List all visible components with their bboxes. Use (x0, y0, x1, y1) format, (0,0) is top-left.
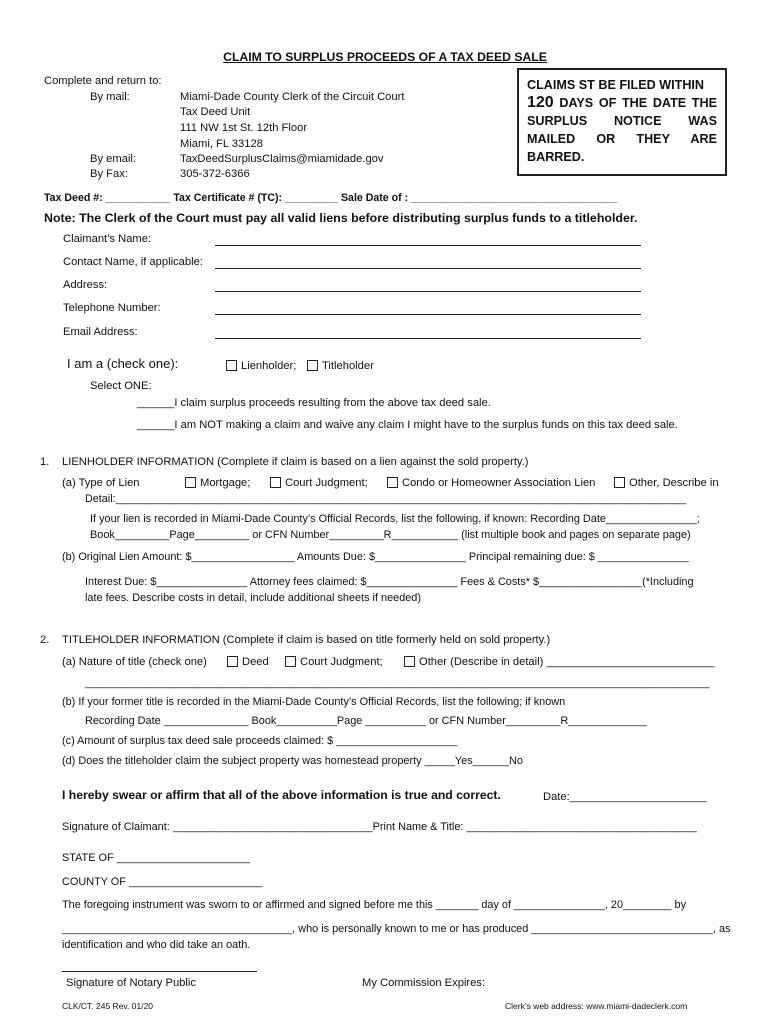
lien-type-label: (a) Type of Lien (62, 477, 140, 489)
title-other-option[interactable] (404, 655, 714, 669)
lien-court-judgment-option[interactable] (270, 476, 368, 490)
contact-name-label: Contact Name, if applicable: (63, 256, 203, 268)
notary-signature-label: Signature of Notary Public (66, 977, 196, 989)
signature-line[interactable]: Signature of Claimant: _________________________________Print Name & Title: ______________________________________ (62, 821, 697, 833)
title-court-judgment-option[interactable] (285, 655, 383, 669)
select-one-label: Select ONE: (90, 380, 152, 392)
mail-label: By mail: (90, 91, 130, 103)
mortgage-option[interactable] (185, 476, 250, 490)
address-field[interactable] (215, 291, 641, 292)
mail-line-4: Miami, FL 33128 (180, 138, 263, 150)
homestead-line[interactable]: (d) Does the titleholder claim the subject property was homestead property _____Yes______No (62, 755, 523, 767)
sworn-line-3: identification and who did take an oath. (62, 939, 251, 951)
title-recording-line-2[interactable]: Recording Date ______________ Book__________Page __________ or CFN Number_________R_____________ (85, 715, 647, 727)
titleholder-label: Titleholder (322, 360, 374, 372)
title-other-checkbox[interactable] (404, 656, 415, 667)
date-field[interactable]: Date:______________________ (543, 791, 707, 803)
condo-lien-label: Condo or Homeowner Association Lien (402, 477, 596, 489)
check-one-label: I am a (check one): (67, 356, 179, 371)
sworn-line-2[interactable]: ______________________________________, who is personally known to me or has produced ______________________________, as (62, 923, 731, 935)
lien-detail-field[interactable]: Detail:_______________________________________________________________________________________________ (85, 493, 687, 505)
lien-court-judgment-label: Court Judgment; (285, 477, 368, 489)
commission-expires-label: My Commission Expires: (362, 977, 486, 989)
swear-statement: I hereby swear or affirm that all of the above information is true and correct. (62, 788, 501, 802)
state-field[interactable]: STATE OF ______________________ (62, 852, 250, 864)
section-1-number: 1. (40, 456, 50, 468)
lien-other-checkbox[interactable] (614, 477, 625, 488)
notice-days: 120 (527, 94, 554, 111)
county-field[interactable]: COUNTY OF ______________________ (62, 876, 263, 888)
form-id: CLK/CT. 245 Rev. 01/20 (62, 1001, 154, 1011)
deed-label: Deed (242, 656, 269, 668)
lienholder-checkbox[interactable] (226, 360, 237, 371)
waive-option[interactable]: ______I am NOT making a claim and waive any claim I might have to the surplus funds on this tax deed sale. (137, 419, 678, 431)
claim-option[interactable]: ______I claim surplus proceeds resulting from the above tax deed sale. (137, 397, 491, 409)
fax-label: By Fax: (90, 168, 128, 180)
deed-option[interactable] (227, 655, 269, 669)
lien-amounts-line-1[interactable]: (b) Original Lien Amount: $_________________ Amounts Due: $_______________ Principal remaining due: $ _______________ (62, 551, 689, 563)
title-detail-field[interactable]: ________________________________________________________________________________________________________ (85, 677, 710, 689)
mail-line-3: 111 NW 1st St. 12th Floor (180, 122, 308, 134)
section-2-number: 2. (40, 634, 50, 646)
notary-signature-field[interactable] (62, 971, 257, 972)
surplus-amount-line[interactable]: (c) Amount of surplus tax deed sale proceeds claimed: $ ____________________ (62, 735, 458, 747)
deed-checkbox[interactable] (227, 656, 238, 667)
title-nature-label: (a) Nature of title (check one) (62, 656, 207, 668)
lien-other-label: Other, Describe in (629, 477, 719, 489)
mortgage-label: Mortgage; (200, 477, 251, 489)
lien-court-judgment-checkbox[interactable] (270, 477, 281, 488)
titleholder-checkbox[interactable] (307, 360, 318, 371)
clerk-note: Note: The Clerk of the Court must pay all valid liens before distributing surplus funds to a titleholder. (44, 211, 638, 225)
section-2-heading: TITLEHOLDER INFORMATION (Complete if claim is based on title formerly held on sold property.) (62, 634, 551, 646)
mortgage-checkbox[interactable] (185, 477, 196, 488)
contact-name-field[interactable] (215, 268, 641, 269)
condo-lien-checkbox[interactable] (387, 477, 398, 488)
lienholder-option[interactable] (226, 359, 296, 373)
notice-line-2: DAYS OF THE DATE THE SURPLUS NOTICE WAS MAILED OR THEY ARE BARRED. (527, 96, 717, 164)
email-address: TaxDeedSurplusClaims@miamidade.gov (180, 153, 384, 165)
title-other-label: Other (Describe in detail) ___________________________ (419, 656, 715, 668)
lien-recording-line-2[interactable]: Book_________Page_________ or CFN Number_________R___________ (list multiple book and pages on separate page) (90, 529, 691, 541)
filing-deadline-notice (517, 68, 727, 176)
title-recording-line-1: (b) If your former title is recorded in the Miami-Dade County’s Official Records, list the following; if known (62, 696, 566, 708)
claimant-name-field[interactable] (215, 245, 641, 246)
lien-other-option[interactable] (614, 476, 719, 490)
clerk-web-address: Clerk’s web address: www.miami-dadeclerk.com (505, 1001, 688, 1011)
email-label: By email: (90, 153, 137, 165)
mail-line-2: Tax Deed Unit (180, 106, 251, 118)
lien-recording-line-1[interactable]: If your lien is recorded in Miami-Dade County’s Official Records, list the following, if known: Recording Date_______________; (90, 513, 700, 525)
condo-lien-option[interactable] (387, 476, 595, 490)
fax-number: 305-372-6366 (180, 168, 250, 180)
sworn-line-1[interactable]: The foregoing instrument was sworn to or affirmed and signed before me this _______ day of _______________, 20________ by (62, 899, 687, 911)
email-field-label: Email Address: (63, 326, 138, 338)
tax-deed-ids-line[interactable]: Tax Deed #: ___________ Tax Certificate # (TC): _________ Sale Date of : ___________________________________ (44, 192, 618, 204)
telephone-field[interactable] (215, 314, 641, 315)
telephone-label: Telephone Number: (63, 302, 161, 314)
title-court-judgment-checkbox[interactable] (285, 656, 296, 667)
lienholder-label: Lienholder; (241, 360, 297, 372)
claimant-name-label: Claimant’s Name: (63, 233, 152, 245)
notice-line-1: CLAIMS ST BE FILED WITHIN (527, 78, 705, 92)
page-title: CLAIM TO SURPLUS PROCEEDS OF A TAX DEED SALE (223, 50, 547, 64)
titleholder-option[interactable] (307, 359, 374, 373)
mail-line-1: Miami-Dade County Clerk of the Circuit Court (180, 91, 405, 103)
email-field[interactable] (215, 338, 641, 339)
return-intro: Complete and return to: (44, 75, 162, 87)
title-court-judgment-label: Court Judgment; (300, 656, 383, 668)
lien-amounts-line-2[interactable]: Interest Due: $_______________ Attorney fees claimed: $_______________ Fees & Costs* $_________________(*Including (85, 576, 694, 588)
address-label: Address: (63, 279, 108, 291)
section-1-heading: LIENHOLDER INFORMATION (Complete if claim is based on a lien against the sold property.) (62, 456, 529, 468)
lien-amounts-line-3: late fees. Describe costs in detail, include additional sheets if needed) (85, 592, 421, 604)
